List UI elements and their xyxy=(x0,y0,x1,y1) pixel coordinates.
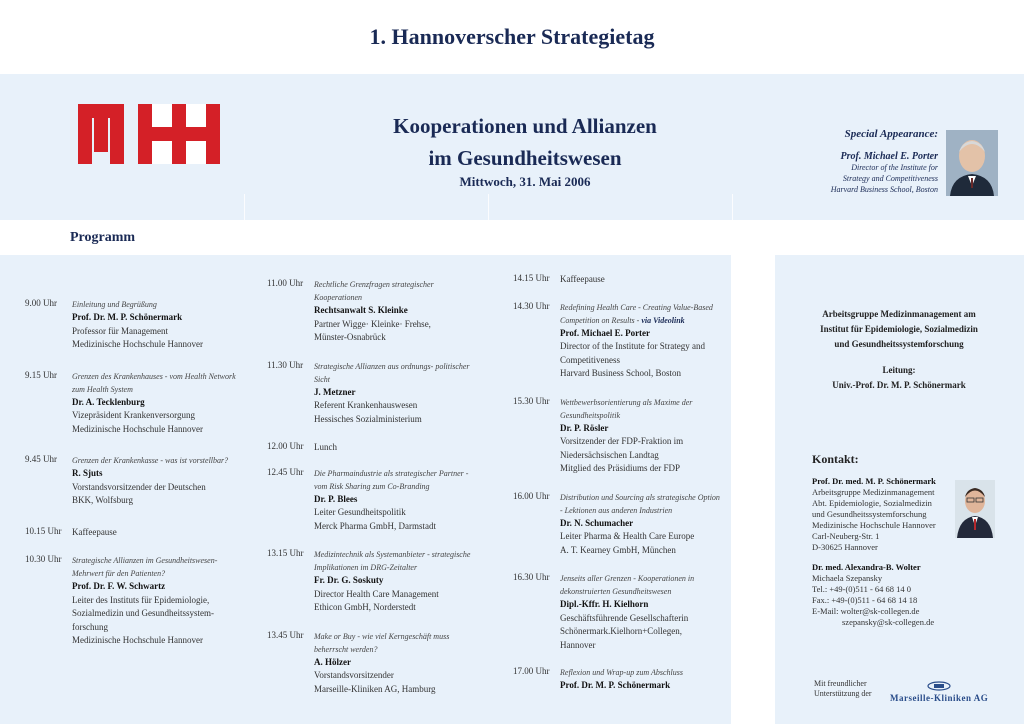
porter-photo xyxy=(946,130,998,196)
program-item xyxy=(25,298,240,352)
sponsor-note xyxy=(814,679,872,699)
program-item xyxy=(513,301,723,381)
item-topic: Make or Buy - wie viel Kerngeschäft muss beherrscht werden? xyxy=(314,631,450,654)
program-column xyxy=(267,278,472,696)
program-item xyxy=(513,491,723,558)
banner-divider xyxy=(244,194,245,220)
item-speaker: Dipl.-Kffr. H. Kielhorn xyxy=(560,599,649,609)
program-item xyxy=(25,526,240,540)
item-speaker: A. Hölzer xyxy=(314,656,351,667)
special-name: Prof. Michael E. Porter xyxy=(840,151,938,162)
headline-line: Kooperationen und Allianzen xyxy=(393,114,657,138)
contact-block xyxy=(812,562,934,628)
item-time: 14.30 Uhr xyxy=(513,300,550,311)
item-time: 11.30 Uhr xyxy=(267,359,304,370)
program-item xyxy=(267,630,472,697)
item-detail: Vorsitzender der FDP-Fraktion im xyxy=(560,436,684,446)
item-detail: Vizepräsident Krankenversorgung xyxy=(72,410,196,420)
program-item xyxy=(267,441,472,455)
item-speaker: Rechtsanwalt S. Kleinke xyxy=(314,305,408,315)
program-item xyxy=(267,360,472,427)
item-speaker: Dr. P. Blees xyxy=(314,493,358,504)
item-time: 14.15 Uhr xyxy=(513,273,550,283)
program-item xyxy=(513,396,723,476)
item-detail: Professor für Management xyxy=(72,325,168,336)
kontakt-heading: Kontakt: xyxy=(812,452,859,466)
item-detail: Ethicon GmbH, Norderstedt xyxy=(314,602,416,612)
item-detail: Vorstandsvorsitzender xyxy=(314,670,394,680)
item-topic: Grenzen des Krankenhauses - vom Health Network zum Health System xyxy=(72,371,236,394)
item-detail: Leiter des Instituts für Epidemiologie, xyxy=(72,594,210,605)
item-detail: Merck Pharma GmbH, Darmstadt xyxy=(314,520,436,531)
item-topic: Einleitung und Begrüßung xyxy=(72,300,157,309)
item-text: Kaffeepause xyxy=(560,274,605,284)
item-detail: Partner Wigge· Kleinke· Frehse, xyxy=(314,318,431,329)
contact-line: Medizinische Hochschule Hannover xyxy=(812,520,936,530)
item-detail: BKK, Wolfsburg xyxy=(72,495,133,505)
item-time: 12.45 Uhr xyxy=(267,466,304,477)
contact-name: Dr. med. Alexandra-B. Wolter xyxy=(812,562,921,572)
item-time: 9.45 Uhr xyxy=(25,454,57,464)
contact-line: Arbeitsgruppe Medizinmanagement xyxy=(812,487,935,497)
item-detail: Leiter Pharma & Health Care Europe xyxy=(560,531,695,541)
item-detail: A. T. Kearney GmbH, München xyxy=(560,544,676,555)
item-detail: Harvard Business School, Boston xyxy=(560,368,681,378)
program-item xyxy=(267,278,472,345)
sponsor-line: Unterstützung der xyxy=(814,689,872,698)
item-speaker: Fr. Dr. G. Soskuty xyxy=(314,575,384,585)
item-detail: Geschäftsführende Gesellschafterin xyxy=(560,612,689,623)
item-detail: Hessisches Sozialministerium xyxy=(314,413,422,424)
special-appearance xyxy=(790,128,938,195)
item-time: 13.45 Uhr xyxy=(267,629,304,640)
contact-name: Prof. Dr. med. M. P. Schönermark xyxy=(812,476,936,486)
item-detail: Vorstandsvorsitzender der Deutschen xyxy=(72,481,206,492)
item-topic xyxy=(560,301,723,327)
item-topic: Grenzen der Krankenkasse - was ist vorstellbar? xyxy=(72,456,229,465)
item-detail: Director of the Institute for Strategy and xyxy=(560,341,705,351)
item-speaker: Dr. A. Tecklenburg xyxy=(72,396,145,407)
contact-line: Abt. Epidemiologie, Sozialmedizin xyxy=(812,498,932,508)
item-topic: Rechtliche Grenzfragen strategischer Kooperationen xyxy=(314,280,434,302)
item-detail: forschung xyxy=(72,621,108,632)
item-time: 16.00 Uhr xyxy=(513,490,550,501)
leitung-label: Leitung: xyxy=(882,365,916,375)
marseille-name: Marseille-Kliniken AG xyxy=(890,693,989,703)
contact-line: und Gesundheitssystemforschung xyxy=(812,509,927,519)
item-detail: Marseille-Kliniken AG, Hamburg xyxy=(314,683,436,694)
program-item xyxy=(513,572,723,652)
item-detail: Schönermark.Kielhorn+Collegen, xyxy=(560,626,683,636)
item-detail: Competitiveness xyxy=(560,354,620,365)
program-item xyxy=(25,454,240,508)
contact-line: D-30625 Hannover xyxy=(812,542,878,552)
contact-email[interactable]: szepansky@sk-collegen.de xyxy=(842,617,935,627)
item-time: 11.00 Uhr xyxy=(267,278,304,288)
contact-block xyxy=(812,476,936,553)
item-detail: Mitglied des Präsidiums der FDP xyxy=(560,463,681,473)
schoenermark-photo xyxy=(955,480,995,538)
program-column xyxy=(513,273,723,693)
page-title: 1. Hannoverscher Strategietag xyxy=(369,24,655,49)
banner-divider xyxy=(488,194,489,220)
item-time: 10.30 Uhr xyxy=(25,554,62,564)
program-item xyxy=(267,467,472,534)
org-line: und Gesundheitssystemforschung xyxy=(834,339,964,349)
program-item xyxy=(25,554,240,648)
item-speaker: Dr. P. Rösler xyxy=(560,422,609,433)
special-detail: Director of the Institute for xyxy=(851,163,938,172)
org-line: Arbeitsgruppe Medizinmanagement am xyxy=(822,309,976,319)
item-time: 12.00 Uhr xyxy=(267,441,304,451)
item-detail: Hannover xyxy=(560,639,596,650)
item-detail: Medizinische Hochschule Hannover xyxy=(72,339,203,349)
item-topic: Wettbewerbsorientierung als Maxime der Gesundheitspolitik xyxy=(560,397,693,420)
marseille-logo xyxy=(890,681,988,703)
program-column xyxy=(25,298,240,648)
item-topic: Die Pharmaindustrie als strategischer Partner - vom Risk Sharing zum Co-Branding xyxy=(314,468,469,491)
sponsor-line: Mit freundlicher xyxy=(814,679,867,688)
leitung-name: Univ.-Prof. Dr. M. P. Schönermark xyxy=(832,380,966,390)
special-detail: Harvard Business School, Boston xyxy=(830,185,938,194)
contact-email[interactable]: E-Mail: wolter@sk-collegen.de xyxy=(812,606,920,616)
special-label: Special Appearance: xyxy=(844,128,938,140)
program-item xyxy=(25,370,240,437)
headline-line: im Gesundheitswesen xyxy=(428,146,622,170)
program-heading: Programm xyxy=(70,230,136,245)
item-detail: Leiter Gesundheitspolitik xyxy=(314,507,406,517)
organization-info xyxy=(800,307,998,393)
program-item xyxy=(267,548,472,615)
item-time: 15.30 Uhr xyxy=(513,395,550,406)
item-speaker: J. Metzner xyxy=(314,386,356,397)
mhh-logo xyxy=(78,104,234,169)
item-time: 9.15 Uhr xyxy=(25,369,57,380)
item-text: Kaffeepause xyxy=(72,526,117,537)
contact-line: Michaela Szepansky xyxy=(812,573,883,583)
program-item xyxy=(513,273,723,287)
marseille-emblem-icon xyxy=(927,681,951,691)
item-topic: Strategische Allianzen aus ordnungs- politischer Sicht xyxy=(314,361,470,384)
item-detail: Medizinische Hochschule Hannover xyxy=(72,635,203,645)
item-time: 9.00 Uhr xyxy=(25,298,57,308)
item-speaker: Prof. Dr. F. W. Schwartz xyxy=(72,581,166,591)
item-speaker: Prof. Dr. M. P. Schönermark xyxy=(560,680,671,690)
item-speaker: Dr. N. Schumacher xyxy=(560,517,634,528)
contact-fax: Fax.: +49-(0)511 - 64 68 14 18 xyxy=(812,595,918,605)
item-detail: Director Health Care Management xyxy=(314,588,439,599)
contact-line: Carl-Neuberg-Str. 1 xyxy=(812,531,880,541)
event-date: Mittwoch, 31. Mai 2006 xyxy=(459,174,591,189)
item-time: 10.15 Uhr xyxy=(25,525,62,536)
item-detail: Münster-Osnabrück xyxy=(314,332,386,342)
item-speaker: Prof. Dr. M. P. Schönermark xyxy=(72,312,183,322)
topic-text: Redefining Health Care - Creating Value-Based Competition on Results - xyxy=(560,302,713,325)
org-line: Institut für Epidemiologie, Sozialmedizin xyxy=(820,324,978,334)
item-detail: Niedersächsischen Landtag xyxy=(560,449,659,460)
special-detail: Strategy and Competitiveness xyxy=(842,174,938,183)
item-topic: Strategische Allianzen im Gesundheitswesen- Mehrwert für den Patienten? xyxy=(72,556,218,578)
item-topic: Jenseits aller Grenzen - Kooperationen in dekonstruierten Gesundheitswesen xyxy=(560,574,695,596)
item-topic: Medizintechnik als Systemanbieter - strategische Implikationen im DRG-Zeitalter xyxy=(314,550,471,572)
contact-tel: Tel.: +49-(0)511 - 64 68 14 0 xyxy=(812,584,912,594)
program-item xyxy=(513,666,723,693)
item-speaker: R. Sjuts xyxy=(72,468,103,478)
item-detail: Referent Krankenhauswesen xyxy=(314,400,418,410)
item-detail: Sozialmedizin und Gesundheitssystem- xyxy=(72,608,214,618)
item-topic: Reflexion und Wrap-up zum Abschluss xyxy=(560,668,683,677)
videolink-note: via Videolink xyxy=(641,315,685,325)
item-detail: Medizinische Hochschule Hannover xyxy=(72,423,203,434)
item-text: Lunch xyxy=(314,442,337,452)
item-time: 13.15 Uhr xyxy=(267,548,304,558)
item-topic: Distribution und Sourcing als strategische Option - Lektionen aus anderen Industrien xyxy=(560,492,720,515)
banner-divider xyxy=(732,194,733,220)
item-time: 17.00 Uhr xyxy=(513,666,550,676)
event-headline xyxy=(330,110,720,174)
item-speaker: Prof. Michael E. Porter xyxy=(560,327,651,338)
item-time: 16.30 Uhr xyxy=(513,572,550,582)
